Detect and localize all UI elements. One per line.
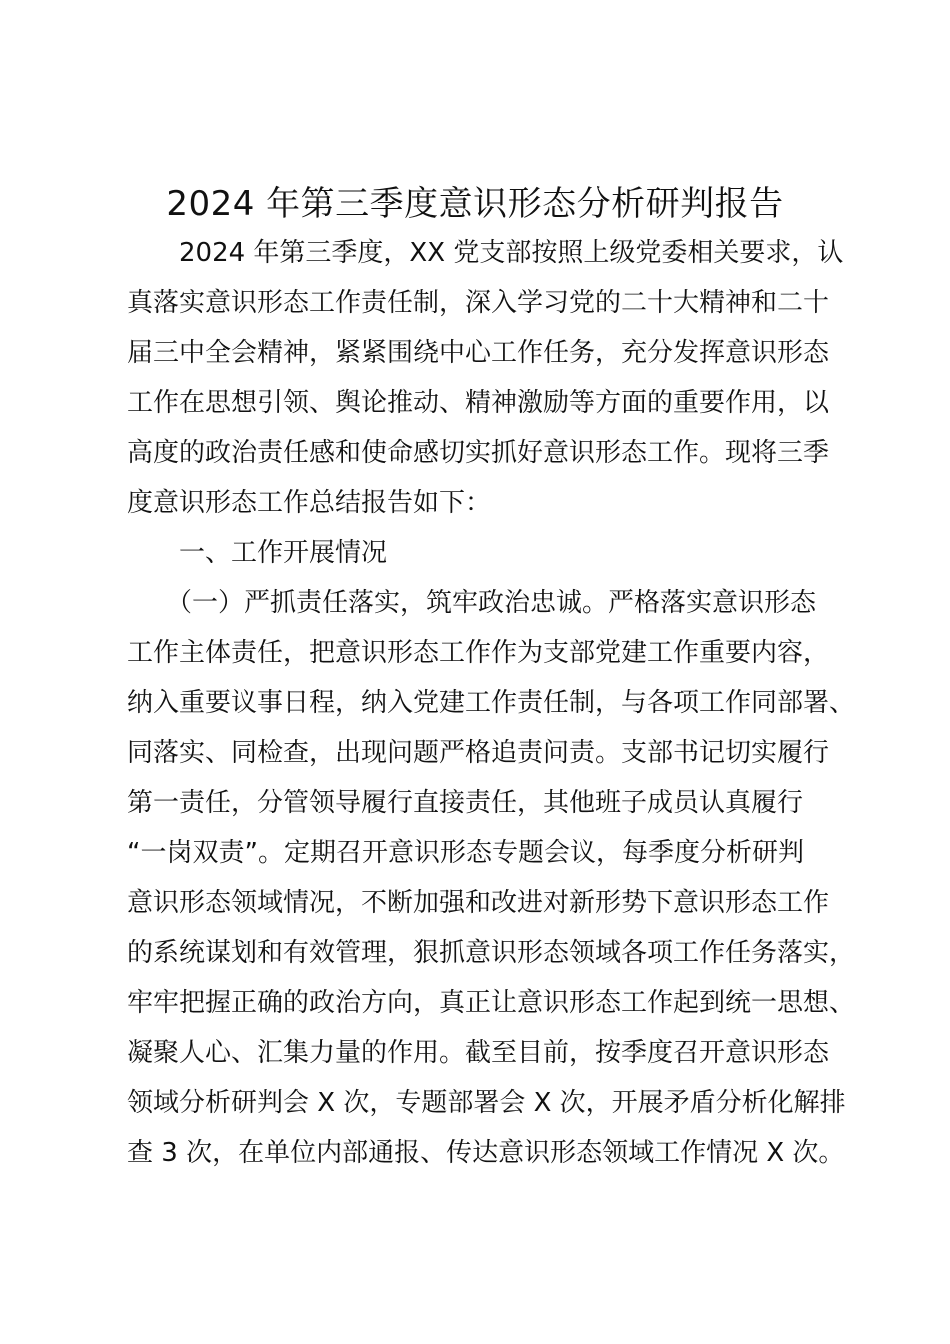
paragraph-line: 同落实、同检查，出现问题严格追责问责。支部书记切实履行 — [127, 738, 830, 768]
paragraph-line: 度意识形态工作总结报告如下： — [127, 488, 492, 518]
paragraph-line: 第一责任，分管领导履行直接责任，其他班子成员认真履行 — [127, 788, 804, 818]
paragraph-line: 真落实意识形态工作责任制，深入学习党的二十大精神和二十 — [127, 288, 830, 318]
document-title: 2024 年第三季度意识形态分析研判报告 — [166, 184, 784, 224]
paragraph-line: 2024 年第三季度，XX 党支部按照上级党委相关要求，认 — [127, 238, 844, 268]
paragraph-line: （一）严抓责任落实，筑牢政治忠诚。严格落实意识形态 — [127, 588, 817, 618]
paragraph-line: 领域分析研判会 X 次，专题部署会 X 次，开展矛盾分析化解排 — [127, 1088, 846, 1118]
paragraph-line: “一岗双责”。定期召开意识形态专题会议，每季度分析研判 — [127, 838, 804, 868]
paragraph-line: 的系统谋划和有效管理，狠抓意识形态领域各项工作任务落实， — [127, 938, 856, 968]
paragraph-line: 工作在思想引领、舆论推动、精神激励等方面的重要作用，以 — [127, 388, 830, 418]
paragraph-line: 凝聚人心、汇集力量的作用。截至目前，按季度召开意识形态 — [127, 1038, 830, 1068]
paragraph-line: 查 3 次，在单位内部通报、传达意识形态领域工作情况 X 次。 — [127, 1138, 845, 1168]
paragraph-line: 意识形态领域情况，不断加强和改进对新形势下意识形态工作 — [127, 888, 830, 918]
paragraph-line: 牢牢把握正确的政治方向，真正让意识形态工作起到统一思想、 — [127, 988, 856, 1018]
section-heading: 一、工作开展情况 — [127, 538, 388, 568]
paragraph-line: 届三中全会精神，紧紧围绕中心工作任务，充分发挥意识形态 — [127, 338, 830, 368]
paragraph-line: 纳入重要议事日程，纳入党建工作责任制，与各项工作同部署、 — [127, 688, 856, 718]
paragraph-line: 工作主体责任，把意识形态工作作为支部党建工作重要内容， — [127, 638, 830, 668]
paragraph-line: 高度的政治责任感和使命感切实抓好意识形态工作。现将三季 — [127, 438, 830, 468]
